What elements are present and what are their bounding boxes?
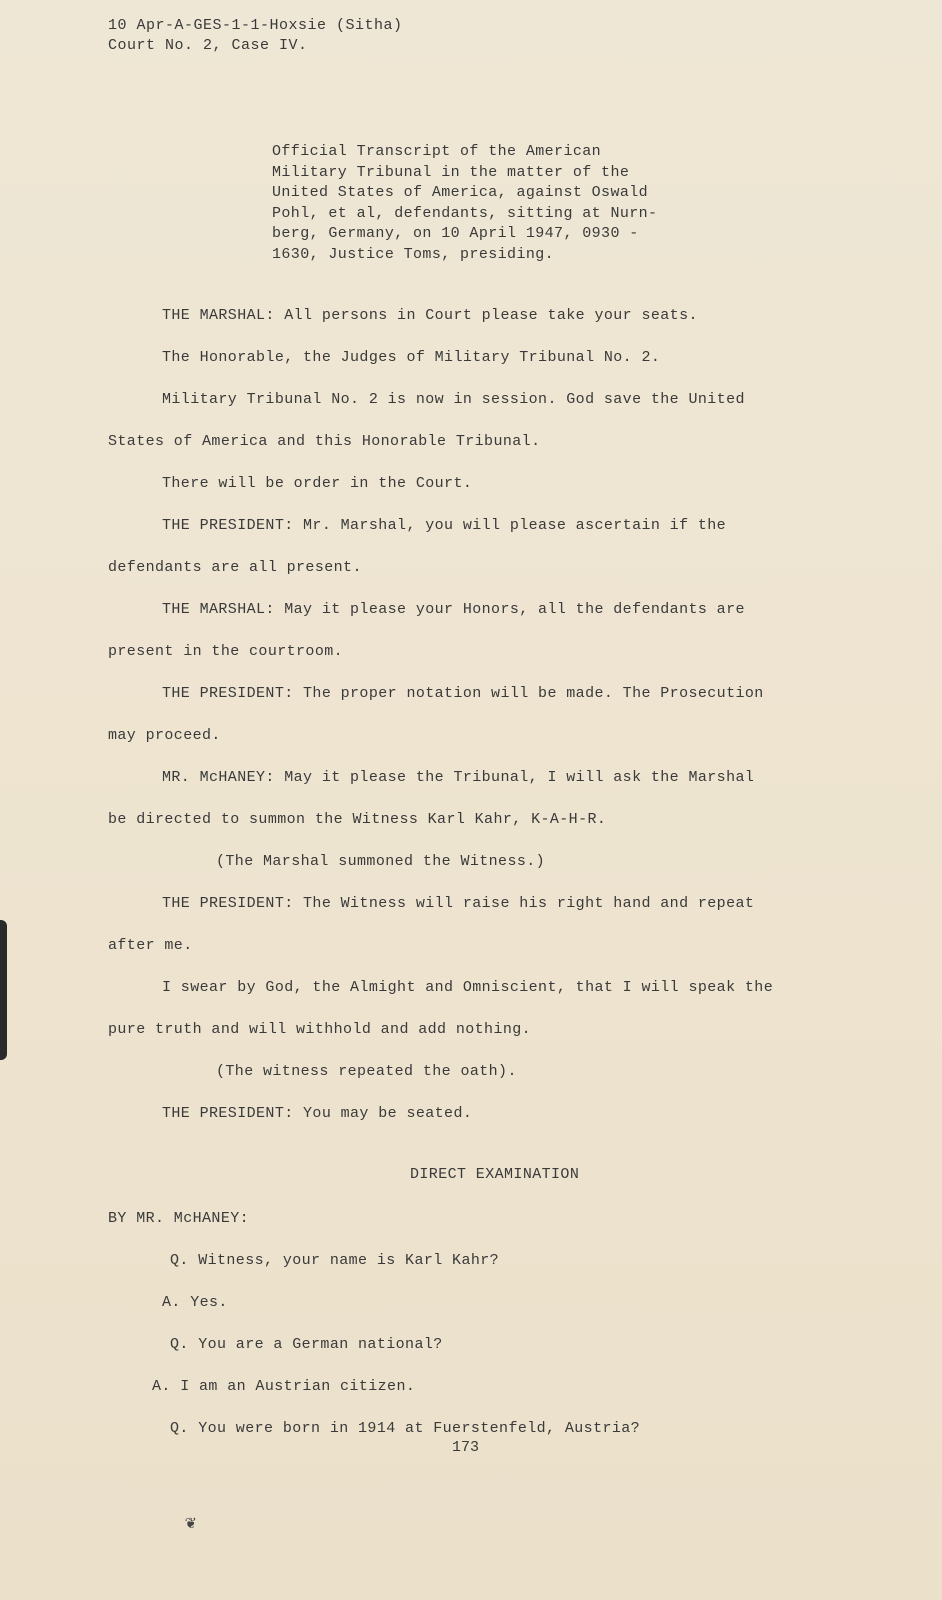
body-line: defendants are all present. (108, 559, 362, 576)
body-line: may proceed. (108, 727, 221, 744)
body-line: MR. McHANEY: May it please the Tribunal, I will ask the Marshal (162, 769, 755, 786)
body-line: There will be order in the Court. (162, 475, 473, 492)
question-line: Q. You were born in 1914 at Fuerstenfeld, Austria? (170, 1420, 641, 1437)
page-number: 173 (452, 1439, 480, 1456)
body-line: THE PRESIDENT: The proper notation will be made. The Prosecution (162, 685, 764, 702)
intro-line: United States of America, against Oswald (272, 184, 649, 201)
body-line: THE MARSHAL: May it please your Honors, all the defendants are (162, 601, 745, 618)
body-line: THE PRESIDENT: You may be seated. (162, 1105, 473, 1122)
body-line: be directed to summon the Witness Karl Kahr, K-A-H-R. (108, 811, 607, 828)
body-line: States of America and this Honorable Tribunal. (108, 433, 541, 450)
body-line: after me. (108, 937, 193, 954)
body-line: (The witness repeated the oath). (216, 1063, 517, 1080)
body-line: I swear by God, the Almight and Omniscient, that I will speak the (162, 979, 774, 996)
body-line: The Honorable, the Judges of Military Tribunal No. 2. (162, 349, 661, 366)
intro-line: berg, Germany, on 10 April 1947, 0930 - (272, 225, 639, 242)
body-line: present in the courtroom. (108, 643, 344, 660)
section-heading: DIRECT EXAMINATION (410, 1166, 580, 1183)
intro-line: Military Tribunal in the matter of the (272, 163, 630, 181)
body-line: THE MARSHAL: All persons in Court please take your seats. (162, 307, 698, 324)
body-line: pure truth and will withhold and add nothing. (108, 1021, 532, 1038)
body-line: Military Tribunal No. 2 is now in session. God save the United (162, 391, 745, 408)
answer-line: A. I am an Austrian citizen. (152, 1378, 416, 1395)
page-edge-shadow (0, 920, 7, 1060)
header-line-2: Court No. 2, Case IV. (108, 37, 308, 54)
examiner-line: BY MR. McHANEY: (108, 1210, 250, 1227)
intro-line: Official Transcript of the American (272, 143, 602, 160)
body-line: THE PRESIDENT: Mr. Marshal, you will please ascertain if the (162, 517, 727, 534)
intro-line: 1630, Justice Toms, presiding. (272, 245, 555, 263)
question-line: Q. Witness, your name is Karl Kahr? (170, 1252, 500, 1269)
question-line: Q. You are a German national? (170, 1336, 443, 1353)
document-header (108, 16, 403, 56)
body-line: THE PRESIDENT: The Witness will raise his right hand and repeat (162, 895, 755, 912)
transcript-intro (272, 142, 712, 265)
ink-mark: ❦ (185, 1514, 196, 1534)
answer-line: A. Yes. (162, 1294, 228, 1311)
intro-line: Pohl, et al, defendants, sitting at Nurn- (272, 204, 658, 222)
header-line-1: 10 Apr-A-GES-1-1-Hoxsie (Sitha) (108, 17, 403, 34)
body-line: (The Marshal summoned the Witness.) (216, 853, 546, 870)
